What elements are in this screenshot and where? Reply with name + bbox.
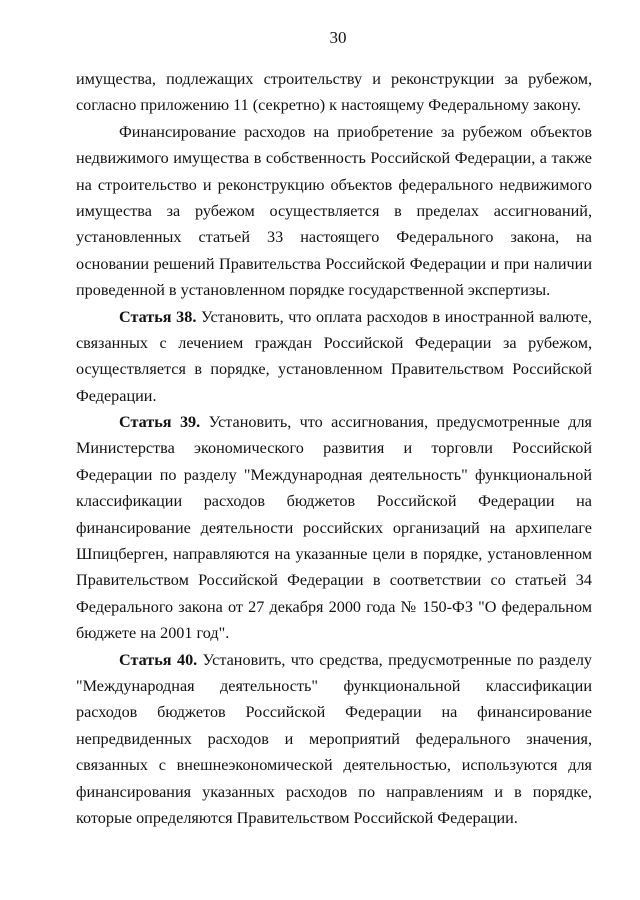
text-line: классификации расходов бюджетов Российской Федерации на xyxy=(76,492,592,511)
text-line: имущества за рубежом осуществляется в пределах ассигнований, xyxy=(76,201,592,220)
text-line: Финансирование расходов на приобретение за рубежом объектов xyxy=(119,122,592,141)
text-line: финансирование деятельности российских организаций на архипелаге xyxy=(76,518,592,537)
text-line: расходов бюджетов Российской Федерации на финансирование xyxy=(76,703,592,722)
text-line: осуществляется в порядке, установленном Правительством Российской xyxy=(76,360,592,379)
article-text: Установить, что средства, предусмотренные по разделу xyxy=(197,650,592,669)
text-line xyxy=(76,409,592,435)
text-line: "Международная деятельность" функциональной классификации xyxy=(76,676,592,695)
article-label: Статья 40. xyxy=(119,650,198,669)
article-38 xyxy=(76,304,592,410)
document-page xyxy=(76,28,592,831)
text-line: непредвиденных расходов и мероприятий федерального значения, xyxy=(76,729,592,748)
text-line: Федерации по разделу "Международная деятельность" функциональной xyxy=(76,465,592,484)
text-line: финансирования указанных расходов по направлениям и в порядке, xyxy=(76,782,592,801)
text-line xyxy=(76,304,592,330)
article-text: Установить, что ассигнования, предусмотренные для xyxy=(200,413,592,432)
paragraph-continuation xyxy=(76,66,592,119)
text-line: имущества, подлежащих строительству и реконструкции за рубежом, xyxy=(76,70,592,88)
text-line: которые определяются Правительством Российской Федерации. xyxy=(76,808,518,827)
text-line: Федерации. xyxy=(76,386,157,405)
text-line: Федерального закона от 27 декабря 2000 года № 150-ФЗ "О федеральном xyxy=(76,597,592,616)
text-line xyxy=(76,647,592,673)
text-line: проведенной в установленном порядке государственной экспертизы. xyxy=(76,281,551,300)
text-line: основании решений Правительства Российской Федерации и при наличии xyxy=(76,254,592,273)
text-line: связанных с лечением граждан Российской Федерации за рубежом, xyxy=(76,333,592,352)
article-label: Статья 38. xyxy=(119,307,197,326)
text-line: Шпицберген, направляются на указанные цели в порядке, установленном xyxy=(76,545,592,564)
text-line: установленных статьей 33 настоящего Федерального закона, на xyxy=(76,228,592,247)
article-text: Установить, что оплата расходов в иностранной валюте, xyxy=(196,307,592,326)
article-label: Статья 39. xyxy=(119,413,201,432)
text-line: бюджете на 2001 год". xyxy=(76,624,230,643)
text-line: недвижимого имущества в собственность Российской Федерации, а также xyxy=(76,149,592,168)
text-line: связанных с внешнеэкономической деятельностью, используются для xyxy=(76,756,592,775)
page-number: 30 xyxy=(329,28,347,47)
article-39 xyxy=(76,409,592,647)
text-line: согласно приложению 11 (секретно) к настоящему Федеральному закону. xyxy=(76,96,582,115)
text-line: Правительством Российской Федерации в соответствии со статьей 34 xyxy=(76,571,592,590)
text-line: на строительство и реконструкцию объектов федерального недвижимого xyxy=(76,175,592,194)
paragraph-financing xyxy=(76,119,592,304)
text-line: Министерства экономического развития и торговли Российской xyxy=(76,439,592,458)
article-40 xyxy=(76,647,592,832)
